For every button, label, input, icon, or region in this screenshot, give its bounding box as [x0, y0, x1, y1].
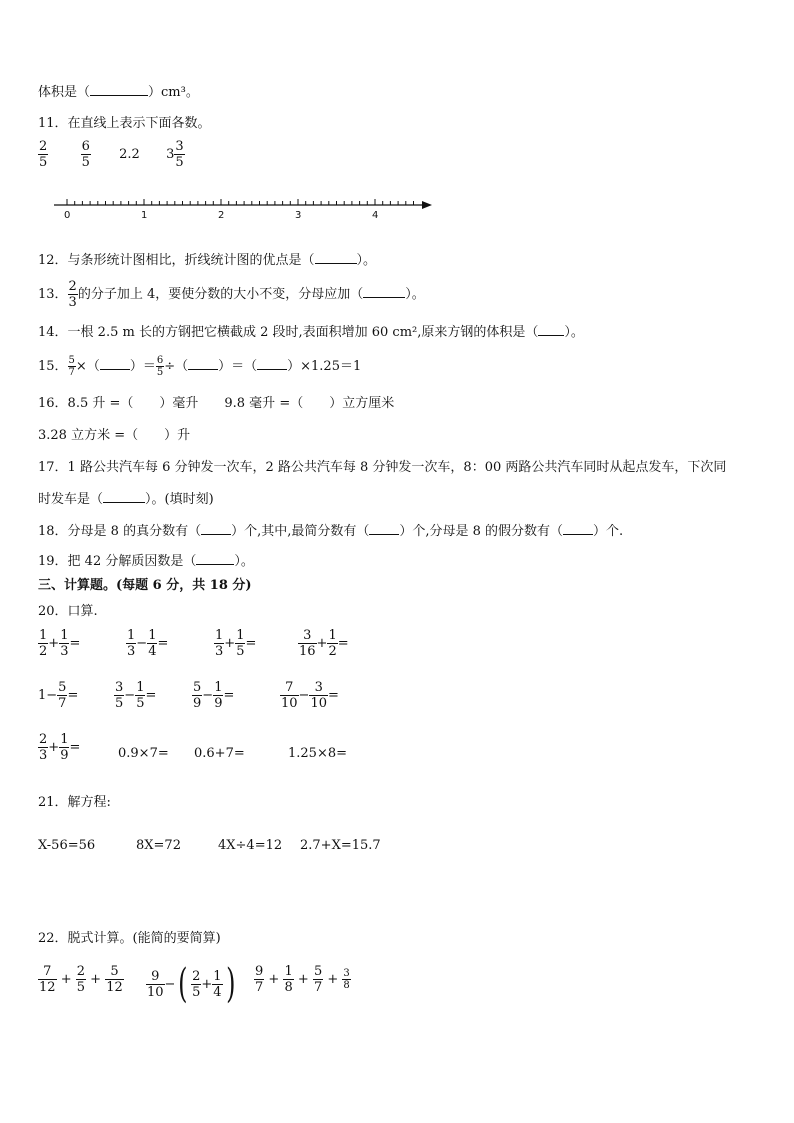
- oral-calc-item: $\frac{3}{16}$ + $\frac{1}{2}$ =: [299, 628, 349, 659]
- q12: 12．与条形统计图相比，折线统计图的优点是（ ）。: [38, 253, 377, 268]
- fraction: $\frac{1}{3}$: [215, 628, 224, 659]
- q17-line2: 时发车是（ ）。(填时刻): [38, 492, 214, 507]
- fraction: $\frac{9}{10}$: [147, 968, 164, 1000]
- q11-numbers: [38, 139, 185, 170]
- q14: 14．一根 2.5 m 长的方钢把它横截成 2 段时,表面积增加 60 cm²,原来方钢的体积是（ ）。: [38, 325, 584, 340]
- oral-calc-item: $\frac{3}{5}$ − $\frac{1}{5}$ =: [115, 680, 157, 711]
- fraction: $\frac{6}{5}$: [156, 355, 164, 378]
- fraction: $\frac{3}{5}$: [115, 680, 124, 711]
- tick-label: 1: [141, 210, 148, 221]
- q21-eq-3: 4X÷4=12: [218, 838, 283, 853]
- answer-blank[interactable]: [363, 285, 405, 298]
- q16-line2: 3.28 立方米 =（ ）升: [38, 428, 191, 443]
- oral-calc-item: 0.6+7=: [194, 746, 245, 761]
- fraction: $\frac{1}{9}$: [214, 680, 223, 711]
- oral-calc-item: $\frac{1}{3}$ − $\frac{1}{4}$ =: [127, 628, 169, 659]
- left-paren-icon: (: [178, 961, 188, 1007]
- oral-calc-item: 1− $\frac{5}{7}$ =: [38, 680, 79, 711]
- answer-blank[interactable]: [103, 490, 145, 503]
- fraction: $\frac{9}{7}$: [255, 964, 264, 995]
- q11-label: 11．在直线上表示下面各数。: [38, 116, 211, 131]
- q22-label: 22．脱式计算。(能简的要简算): [38, 931, 221, 946]
- answer-blank[interactable]: [257, 357, 287, 370]
- fraction: $\frac{3}{10}$: [310, 680, 327, 711]
- text: 体积是（: [38, 85, 91, 100]
- whole-part: 3: [166, 147, 175, 162]
- text: ）cm³。: [148, 85, 199, 100]
- fraction: $\frac{1}{4}$: [148, 628, 157, 659]
- fraction: $\frac{1}{4}$: [213, 968, 222, 1000]
- tick-label: 2: [218, 210, 225, 221]
- fraction: $\frac{1}{5}$: [236, 628, 245, 659]
- number-line: [52, 196, 437, 222]
- fraction: $\frac{5}{12}$: [106, 964, 123, 995]
- q21-eq-1: X-56=56: [38, 838, 96, 853]
- answer-blank[interactable]: [201, 522, 231, 535]
- q19: 19．把 42 分解质因数是（ ）。: [38, 554, 254, 569]
- answer-blank[interactable]: [90, 83, 148, 96]
- oral-calc-item: $\frac{1}{3}$ + $\frac{1}{5}$ =: [215, 628, 257, 659]
- line-volume-prefix: [38, 83, 199, 101]
- answer-blank[interactable]: [563, 522, 593, 535]
- oral-calc-item: $\frac{5}{9}$ − $\frac{1}{9}$ =: [193, 680, 235, 711]
- fraction: $\frac{3}{5}$: [175, 139, 184, 170]
- fraction: $\frac{2}{5}$: [76, 964, 86, 995]
- fraction: $\frac{1}{3}$: [60, 628, 69, 659]
- fraction: $\frac{1}{8}$: [284, 964, 293, 995]
- oral-calc-item: $\frac{1}{2}$ + $\frac{1}{3}$ =: [39, 628, 81, 659]
- q20-label: 20．口算.: [38, 604, 98, 619]
- right-paren-icon: ): [225, 961, 236, 1007]
- oral-calc-item: $\frac{2}{3}$ + $\frac{1}{9}$ =: [39, 732, 81, 763]
- fraction: $\frac{1}{2}$: [328, 628, 337, 659]
- fraction: $\frac{7}{12}$: [39, 964, 56, 995]
- q15: 15． $\frac{5}{7}$ ×（ ）＝ $\frac{6}{5}$ ÷（ ）＝（ ）×1.25＝1: [38, 355, 362, 378]
- fraction: $\frac{1}{3}$: [127, 628, 136, 659]
- fraction: $\frac{3}{8}$: [343, 968, 350, 991]
- q22-expr-2: $\frac{9}{10}$ −( $\frac{2}{5}$ + $\frac{1}{4}$ ): [147, 961, 236, 1007]
- answer-blank[interactable]: [315, 251, 357, 264]
- answer-blank[interactable]: [188, 357, 218, 370]
- answer-blank[interactable]: [196, 552, 234, 565]
- fraction: $\frac{6}{5}$: [81, 139, 90, 170]
- fraction: $\frac{2}{5}$: [39, 139, 48, 170]
- tick-label: 0: [64, 210, 71, 221]
- fraction: $\frac{1}{2}$: [39, 628, 48, 659]
- q13: 13． $\frac{2}{3}$ 的分子加上 4，要使分数的大小不变，分母应加（ ）。: [38, 279, 425, 310]
- q21-eq-2: 8X=72: [136, 838, 181, 853]
- answer-blank[interactable]: [369, 522, 399, 535]
- fraction: $\frac{2}{3}$: [68, 279, 77, 310]
- q17-line1: 17．1 路公共汽车每 6 分钟发一次车，2 路公共汽车每 8 分钟发一次车，8：00 两路公共汽车同时从起点发车，下次同: [38, 460, 727, 475]
- arrow-head-icon: [422, 201, 432, 209]
- tick-label: 4: [372, 210, 379, 221]
- section-title: 三、计算题。(每题 6 分，共 18 分): [38, 578, 252, 593]
- fraction: $\frac{5}{9}$: [193, 680, 202, 711]
- oral-calc-item: 1.25×8=: [288, 746, 348, 761]
- oral-calc-item: 0.9×7=: [118, 746, 169, 761]
- fraction: $\frac{5}{7}$: [68, 355, 75, 378]
- answer-blank[interactable]: [100, 357, 130, 370]
- fraction: $\frac{1}{9}$: [60, 732, 69, 763]
- fraction: $\frac{1}{5}$: [136, 680, 145, 711]
- fraction: $\frac{5}{7}$: [313, 964, 323, 995]
- fraction: $\frac{3}{16}$: [299, 628, 316, 659]
- q22-expr-3: $\frac{9}{7}$ + $\frac{1}{8}$ + $\frac{5}{7}$ + $\frac{3}{8}$: [255, 964, 350, 995]
- q21-label: 21．解方程:: [38, 795, 111, 810]
- q21-eq-4: 2.7+X=15.7: [300, 838, 381, 853]
- oral-calc-item: $\frac{7}{10}$ − $\frac{3}{10}$ =: [281, 680, 339, 711]
- q22-expr-1: $\frac{7}{12}$ + $\frac{2}{5}$ + $\frac{5}{12}$: [39, 964, 123, 995]
- tick-label: 3: [295, 210, 302, 221]
- fraction: $\frac{2}{3}$: [39, 732, 48, 763]
- number: 2.2: [119, 147, 140, 162]
- answer-blank[interactable]: [538, 323, 564, 336]
- fraction: $\frac{2}{5}$: [192, 968, 201, 1000]
- fraction: $\frac{5}{7}$: [58, 680, 67, 711]
- q16-line1: 16．8.5 升 =（ ）毫升 9.8 毫升 =（ ）立方厘米: [38, 396, 395, 411]
- q18: 18．分母是 8 的真分数有（ ）个,其中,最简分数有（ ）个,分母是 8 的假分数有（ ）个.: [38, 524, 624, 539]
- fraction: $\frac{7}{10}$: [281, 680, 298, 711]
